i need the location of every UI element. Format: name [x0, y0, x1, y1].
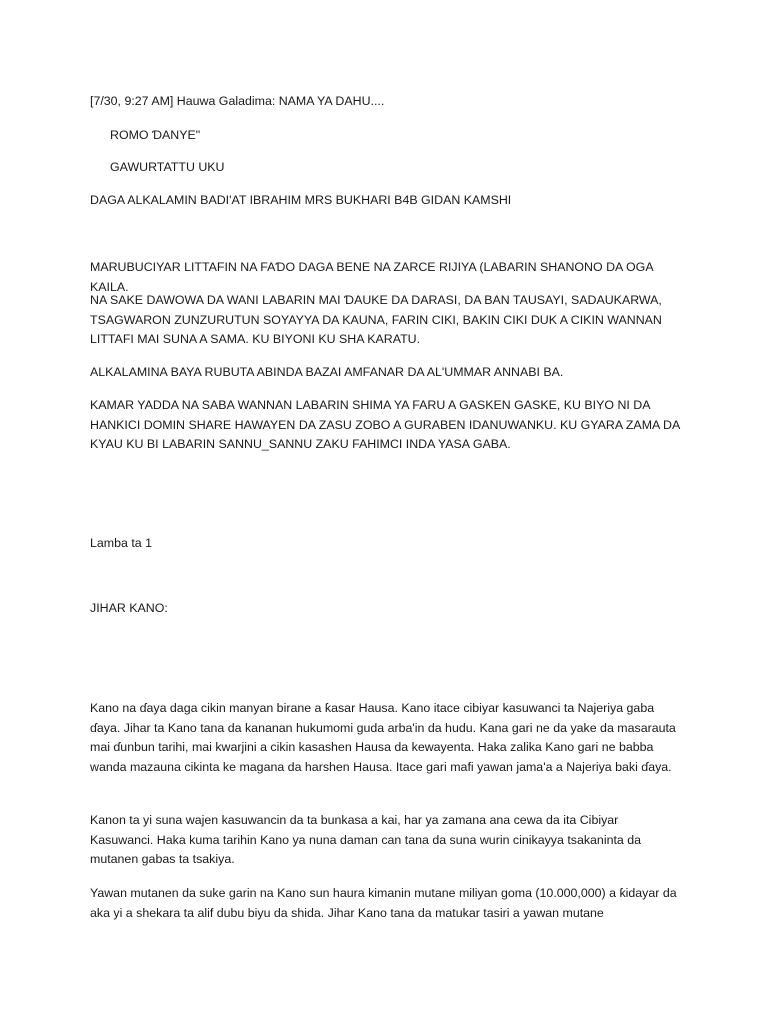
intro-paragraph-1: MARUBUCIYAR LITTAFIN NA FAƊO DAGA BENE NA ZARCE RIJIYA (LABARIN SHANONO DA OGA KAILA. [90, 260, 653, 294]
body-paragraph-1: Kano na ɗaya daga cikin manyan birane a ƙasar Hausa. Kano itace cibiyar kasuwanci ta Najeriya gaba ɗaya. Jihar ta Kano tana da kananan hukumomi guda arba'in da hudu. Kana gari ne da yake da masarauta mai ɗunbun tarihi, mai kwarjini a cikin kasashen Hausa da kewayenta. Haka zalika Kano gari ne babba wanda mazauna cikinta ke magana da harshen Hausa. Itace gari mafi yawan jama'a a Najeriya baki ɗaya. [90, 701, 676, 774]
chapter-label: Lamba ta 1 [90, 536, 152, 550]
message-header: [7/30, 9:27 AM] Hauwa Galadima: NAMA YA DAHU.... [90, 94, 385, 108]
body-paragraph-3: Yawan mutanen da suke garin na Kano sun haura kimanin mutane miliyan goma (10.000,000) a ƙidayar da aka yi a shekara ta alif dubu biyu da shida. Jihar Kano tana da matukar tasiri a yawan mutane [90, 886, 677, 920]
author-line: DAGA ALKALAMIN BADI'AT IBRAHIM MRS BUKHARI B4B GIDAN KAMSHI [90, 193, 512, 207]
intro-paragraph-2: NA SAKE DAWOWA DA WANI LABARIN MAI ƊAUKE DA DARASI, DA BAN TAUSAYI, SADAUKARWA, TSAGWARON ZUNZURUTUN SOYAYYA DA KAUNA, FARIN CIKI, BAKIN CIKI DUK A CIKIN WANNAN LITTAFI MAI SUNA A SAMA. KU BIYONI KU SHA KARATU. [90, 293, 662, 346]
intro-paragraph-4: KAMAR YADDA NA SABA WANNAN LABARIN SHIMA YA FARU A GASKEN GASKE, KU BIYO NI DA HANKICI DOMIN SHARE HAWAYEN DA ZASU ZOBO A GURABEN IDANUWANKU. KU GYARA ZAMA DA KYAU KU BI LABARIN SANNU_SANNU ZAKU FAHIMCI INDA YASA GABA. [90, 398, 680, 451]
book-subtitle: GAWURTATTU UKU [110, 160, 225, 174]
body-paragraph-2: Kanon ta yi suna wajen kasuwancin da ta bunkasa a kai, har ya zamana ana cewa da ita Cibiyar Kasuwanci. Haka kuma tarihin Kano ya nuna daman can tana da suna wurin cinikayya tsakaninta da mutanen gabas ta tsakiya. [90, 813, 642, 866]
book-title: ROMO ƊANYE" [110, 128, 201, 142]
intro-paragraph-3: ALKALAMINA BAYA RUBUTA ABINDA BAZAI AMFANAR DA AL'UMMAR ANNABI BA. [90, 365, 564, 379]
section-heading: JIHAR KANO: [90, 601, 168, 615]
